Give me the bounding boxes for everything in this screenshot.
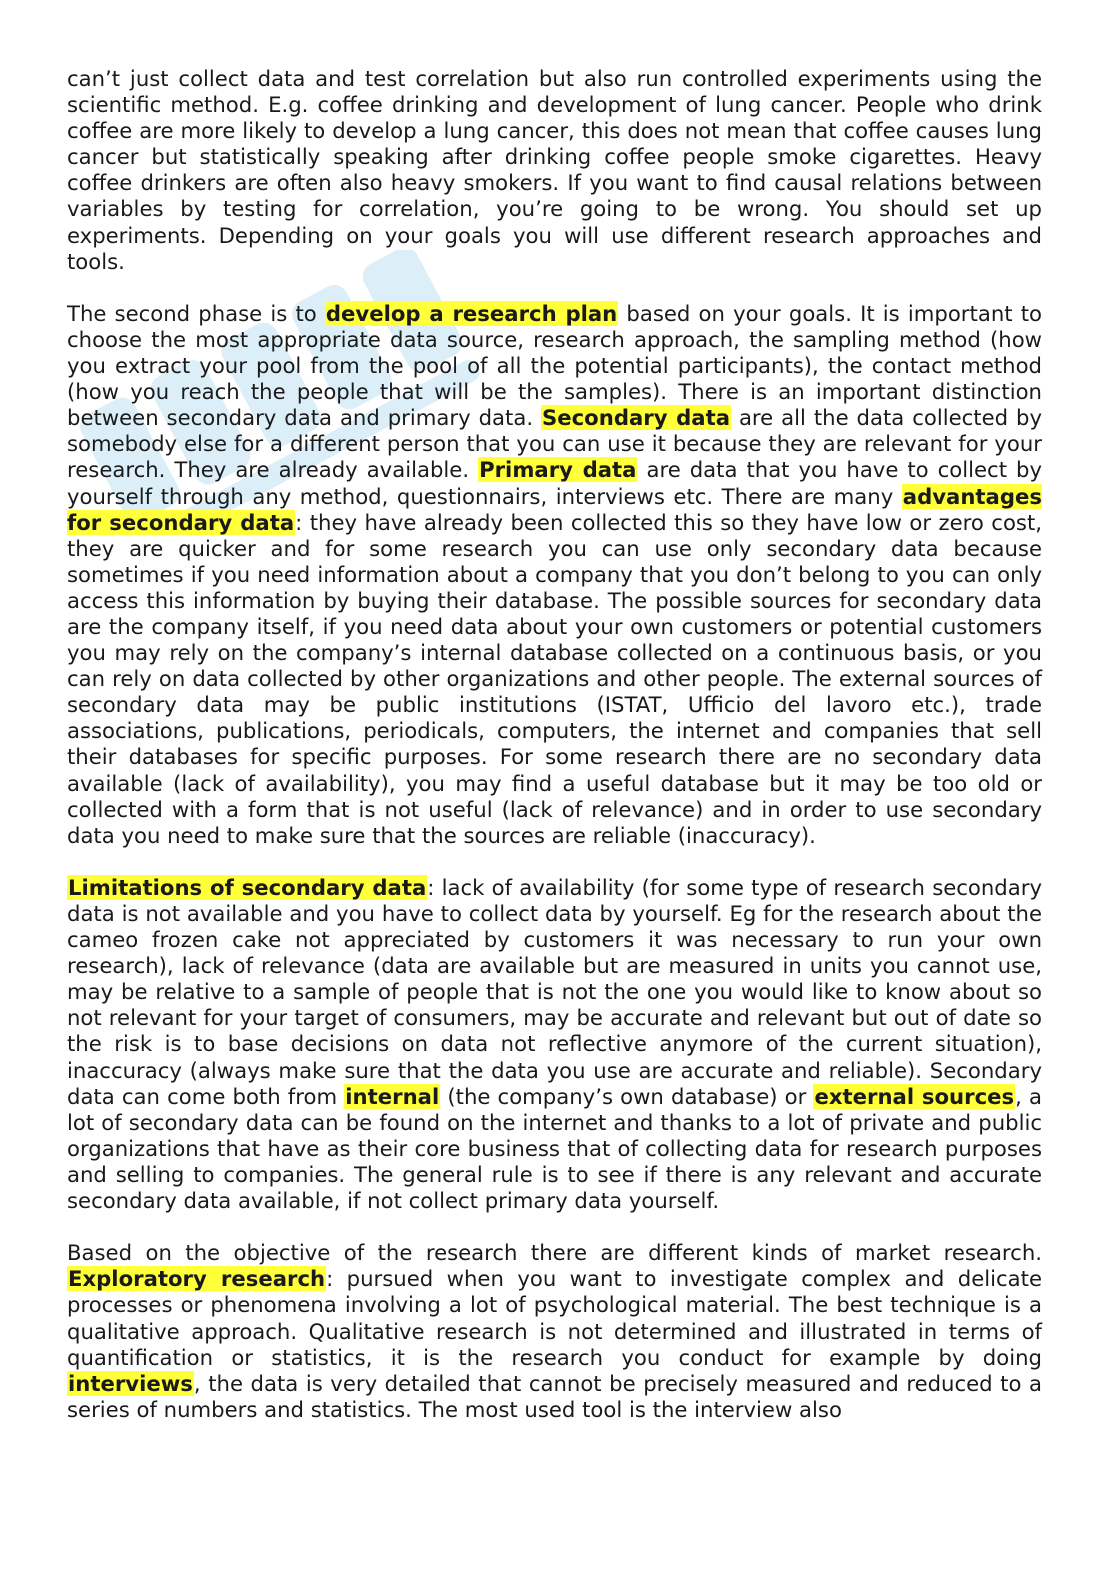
highlighted-term: internal [345,1083,440,1109]
highlighted-term: Primary data [479,457,637,483]
text-segment: based on your goals. It is important to choose the most appropriate data source, research approach, the sampling method (how you extract your pool from the pool of all the potential participants), the contact method (how you reach the people that will be the samples). There is an important distinction between secondary data and primary data. [67,300,1042,431]
text-segment: can’t just collect data and test correlation but also run controlled experiments using the scientific method. E.g. coffee drinking and development of lung cancer. People who drink coffee are more likely to develop a lung cancer, this does not mean that coffee causes lung cancer but statistically speaking after drinking coffee people smoke cigarettes. Heavy coffee drinkers are often also heavy smokers. If you want to find causal relations between variables by testing for correlation, you’re going to be wrong. You should set up experiments. Depending on your goals you will use different research approaches and tools. [67,66,1042,274]
highlighted-term: Secondary data [541,405,731,431]
text-segment: : lack of availability (for some type of research secondary data is not available and you have to collect data by yourself. Eg for the research about the cameo frozen cake not appreciated by customers it was necessary to run your own research), lack of relevance (data are available but are measured in units you cannot use, may be relative to a sample of people that is not the one you would like to know about so not relevant for your target of consumers, may be accurate and relevant but out of date so the risk is to base decisions on data not reflective anymore of the current situation), inaccuracy (always make sure that the data you use are accurate and reliable). Secondary data can come both from [67,874,1042,1109]
text-segment: The second phase is to [67,300,325,326]
text-segment: , the data is very detailed that cannot be precisely measured and reduced to a series of numbers and statistics. The most used tool is the interview also [67,1370,1042,1422]
highlighted-term: advantages for secondary data [67,483,1042,535]
highlighted-term: interviews [68,1370,193,1396]
highlighted-term: Limitations of secondary data [68,874,427,900]
text-segment: Based on the objective of the research there are different kinds of market research. [67,1240,1042,1266]
text-segment: are data that you have to collect by yourself through any method, questionnairs, interviews etc. There are many [67,457,1042,509]
document-body [67,66,1042,1449]
text-segment: are all the data collected by somebody else for a different person that you can use it because they are relevant for your research. They are already available. [67,405,1042,483]
text-segment: (the company’s own database) or [440,1083,814,1109]
paragraph [67,1240,1042,1423]
paragraph [67,875,1042,1214]
paragraph [67,66,1042,275]
highlighted-term: Exploratory research [68,1266,326,1292]
paragraph [67,301,1042,849]
text-segment: : pursued when you want to investigate complex and delicate processes or phenomena involving a lot of psychological material. The best technique is a qualitative approach. Qualitative research is not determined and illustrated in terms of quantification or statistics, it is the research you conduct for example by doing [67,1266,1042,1370]
text-segment: : they have already been collected this so they have low or zero cost, they are quicker and for some research you can use only secondary data because sometimes if you need information about a company that you don’t belong to you can only access this information by buying their database. The possible sources for secondary data are the company itself, if you need data about your own customers or potential customers you may rely on the company’s internal database collected on a continuous basis, or you can rely on data collected by other organizations and other people. The external sources of secondary data may be public institutions (ISTAT, Ufficio del lavoro etc.), trade associations, publications, periodicals, computers, the internet and companies that sell their databases for specific purposes. For some research there are no secondary data available (lack of availability), you may find a useful database but it may be too old or collected with a form that is not useful (lack of relevance) and in order to use secondary data you need to make sure that the sources are reliable (inaccuracy). [67,509,1042,848]
highlighted-term: develop a research plan [325,300,618,326]
highlighted-term: external sources [814,1083,1015,1109]
text-segment: , a lot of secondary data can be found on the internet and thanks to a lot of private and public organizations that have as their core business that of collecting data for research purposes and selling to companies. The general rule is to see if there is any relevant and accurate secondary data available, if not collect primary data yourself. [67,1083,1043,1214]
